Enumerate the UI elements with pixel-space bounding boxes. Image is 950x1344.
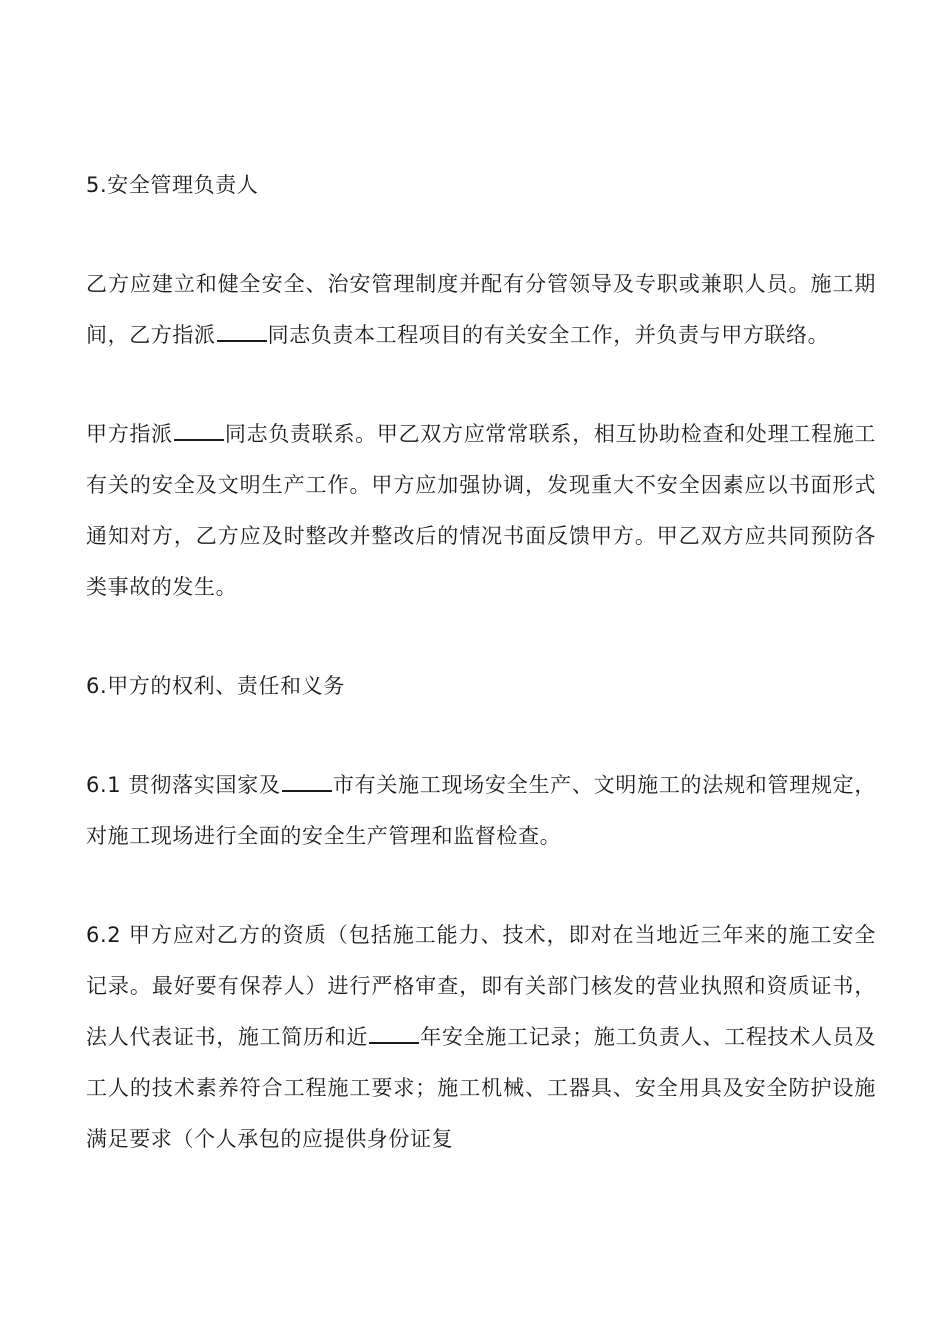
fill-in-blank (217, 322, 267, 342)
section-6-heading: 6.甲方的权利、责任和义务 (86, 674, 345, 698)
text-run: 乙方应建立和健全安全、治安管理制度并配有分管领导及专职或兼职人员。施工期间，乙方指派 (86, 272, 876, 347)
section-5-paragraph-1 (86, 259, 876, 361)
text-run: 甲方指派 (86, 422, 173, 446)
text-run: 同志负责联系。甲乙双方应常常联系，相互协助检查和处理工程施工有关的安全及文明生产工作。甲方应加强协调，发现重大不安全因素应以书面形式通知对方，乙方应及时整改并整改后的情况书面反馈甲方。甲乙双方应共同预防各类事故的发生。 (86, 422, 876, 599)
section-6-2-paragraph (86, 910, 876, 1165)
text-run: 市有关施工现场安全生产、文明施工的法规和管理规定，对施工现场进行全面的安全生产管理和监督检查。 (86, 773, 877, 848)
text-run: 同志负责本工程项目的有关安全工作，并负责与甲方联络。 (267, 323, 830, 347)
fill-in-blank (174, 421, 224, 441)
text-run: 6.1 贯彻落实国家及 (86, 773, 281, 797)
document-page (86, 160, 876, 1213)
text-run: 年安全施工记录；施工负责人、工程技术人员及工人的技术素养符合工程施工要求；施工机械、工器具、安全用具及安全防护设施满足要求（个人承包的应提供身份证复 (86, 1025, 876, 1151)
section-6-1-paragraph (86, 760, 876, 862)
fill-in-blank (282, 772, 332, 792)
text-run: 6.2 甲方应对乙方的资质（包括施工能力、技术，即对在当地近三年来的施工安全记录。最好要有保荐人）进行严格审查，即有关部门核发的营业执照和资质证书，法人代表证书，施工简历和近 (86, 923, 876, 1049)
fill-in-blank (369, 1024, 419, 1044)
section-5-paragraph-2 (86, 409, 876, 613)
section-5-heading: 5.安全管理负责人 (86, 173, 259, 197)
